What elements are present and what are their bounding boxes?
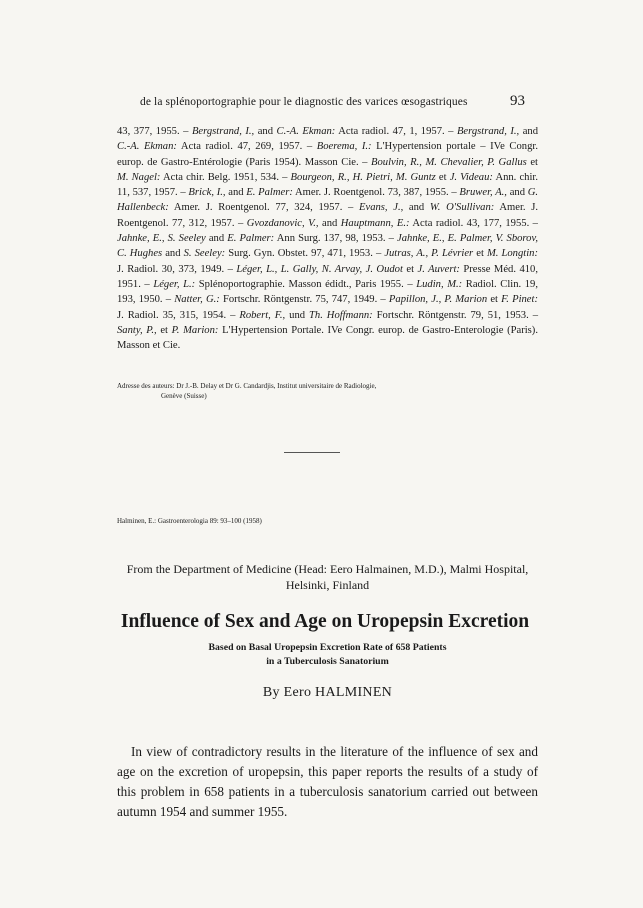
abstract-paragraph: In view of contradictory results in the literature of the influence of sex and age on the excretion of uropepsin, this paper reports the results of a study of this problem in 658 patients in a tuberculosis sanatorium carried out between autumn 1954 and summer 1955. [117, 744, 538, 819]
reference-text: Presse Méd. 410, 1951. – [117, 263, 539, 290]
reference-author: E. Palmer: [246, 187, 293, 199]
reference-author: F. Pinet: [501, 294, 538, 306]
reference-text: and [162, 248, 184, 260]
address-line-1: Adresse des auteurs: Dr J.-B. Delay et Dr G. Candardjis, Institut universitaire de Radiologie, [117, 382, 377, 390]
reference-author: Papillon, J., P. Marion [388, 294, 488, 306]
reference-author: Léger, L., L. Gally, N. Arvay, J. Oudot [236, 263, 403, 275]
reference-text: and [403, 202, 430, 214]
department-affiliation [117, 561, 538, 593]
reference-text: Radiol. Clin. 19, 193, 1950. – [117, 278, 538, 306]
reference-text: Amer. J. Roentgenol. 77, 324, 1957. – [168, 202, 360, 214]
reference-text: Surg. Gyn. Obstet. 97, 471, 1953. – [225, 248, 385, 260]
reference-text: Ann Surg. 137, 98, 1953. – [274, 233, 398, 245]
reference-author: M. Nagel: [117, 171, 161, 183]
address-line-2: Genève (Suisse) [161, 392, 207, 400]
reference-text: J. Radiol. 30, 373, 1949. – [117, 263, 237, 275]
reference-author: Bourgeon, R., H. Pietri, M. Guntz [290, 171, 436, 183]
reference-text: und [285, 309, 309, 321]
reference-author: Evans, J., [359, 202, 404, 214]
reference-text: et [473, 248, 487, 260]
reference-text: et [526, 156, 539, 168]
reference-author: Gvozdanovic, V., [246, 217, 319, 229]
reference-author: Boulvin, R., M. Chevalier, P. Gallus [371, 156, 527, 168]
reference-author: C.-A. Ekman: [117, 141, 177, 153]
reference-text: and [225, 187, 247, 199]
author-address [117, 381, 538, 401]
reference-text: Ann. chir. 11, 537, 1957. – [117, 171, 538, 199]
reference-text: Fortschr. Röntgenstr. 75, 747, 1949. – [219, 294, 389, 306]
reference-author: W. O'Sullivan: [429, 202, 495, 214]
subtitle-line-2: in a Tuberculosis Sanatorium [266, 656, 389, 667]
department-line-2: Helsinki, Finland [285, 578, 370, 592]
reference-author: Jutras, A., P. Lévrier [384, 248, 474, 260]
reference-author: P. Marion: [171, 324, 219, 336]
reference-author: Natter, G.: [174, 294, 220, 306]
reference-author: Robert, F., [239, 309, 286, 321]
reference-author: Jahnke, E., E. Palmer, V. Sborov, C. Hughes [117, 233, 539, 260]
reference-text: L'Hypertension Portale. IVe Congr. europ. de Gastro-Enterologie (Paris). Masson et Cie. [117, 324, 538, 352]
reference-text: and [254, 126, 277, 137]
reference-author: J. Videau: [449, 171, 493, 183]
reference-text: et [156, 324, 172, 336]
reference-author: Bergstrand, I., [456, 126, 520, 137]
reference-text: Acta radiol. 43, 177, 1955. – [409, 217, 538, 229]
author-byline: By Eero HALMINEN [262, 685, 393, 700]
reference-author: C.-A. Ekman: [276, 126, 336, 137]
department-line-1: From the Department of Medicine (Head: Eero Halmainen, M.D.), Malmi Hospital, [126, 562, 529, 576]
reference-text: Splénoportographie. Masson édidt., Paris 1955. – [195, 278, 417, 290]
reference-author: E. Palmer: [227, 233, 275, 245]
page-number: 93 [510, 93, 525, 109]
subtitle-line-1: Based on Basal Uropepsin Excretion Rate of 658 Patients [208, 642, 447, 653]
reference-text: and [318, 217, 341, 229]
reference-text: Amer. J. Roentgenol. 73, 387, 1955. – [292, 187, 460, 199]
running-head: de la splénoportographie pour le diagnostic des varices œsogastriques [140, 96, 468, 108]
reference-text: J. Radiol. 35, 315, 1954. – [117, 309, 240, 321]
reference-author: Brick, I., [188, 187, 226, 199]
reference-text: et [402, 263, 418, 275]
article-title: Influence of Sex and Age on Uropepsin Excretion [120, 611, 530, 632]
reference-author: Léger, L.: [153, 278, 196, 290]
reference-author: Jahnke, E., S. Seeley [117, 233, 206, 245]
reference-text: and [519, 126, 539, 137]
reference-author: S. Seeley: [183, 248, 226, 260]
reference-author: G. Hallenbeck: [117, 187, 539, 214]
reference-author: Ludin, M.: [416, 278, 463, 290]
reference-text: L'Hypertension portale – IVe Congr. europ. de Gastro-Entérologie (Paris 1954). Masson Cie. – [117, 141, 538, 168]
reference-author: Bruwer, A., [459, 187, 507, 199]
reference-text: Acta chir. Belg. 1951, 534. – [160, 171, 291, 183]
reference-text: et [435, 171, 450, 183]
reference-author: Th. Hoffmann: [309, 309, 373, 321]
reference-text: 43, 377, 1955. – [117, 126, 192, 137]
reference-author: Boerema, I.: [316, 141, 372, 153]
reference-text: Acta radiol. 47, 1, 1957. – [335, 126, 457, 137]
reference-author: Santy, P., [117, 324, 157, 336]
journal-citation: Halminen, E.: Gastroenterologia 89: 93–100 (1958) [117, 517, 262, 525]
reference-author: M. Longtin: [486, 248, 538, 260]
article-subtitle [117, 641, 538, 669]
reference-text: and [205, 233, 228, 245]
reference-list [117, 124, 538, 353]
reference-text: et [487, 294, 502, 306]
reference-text: Amer. J. Roentgenol. 77, 312, 1957. – [117, 202, 539, 229]
reference-author: Bergstrand, I., [191, 126, 255, 137]
reference-text: Acta radiol. 47, 269, 1957. – [176, 141, 317, 153]
reference-author: Hauptmann, E.: [340, 217, 410, 229]
reference-author: J. Auvert: [417, 263, 460, 275]
section-divider [284, 452, 340, 453]
reference-text: and [506, 187, 528, 199]
reference-text: Fortschr. Röntgenstr. 79, 51, 1953. – [372, 309, 539, 321]
